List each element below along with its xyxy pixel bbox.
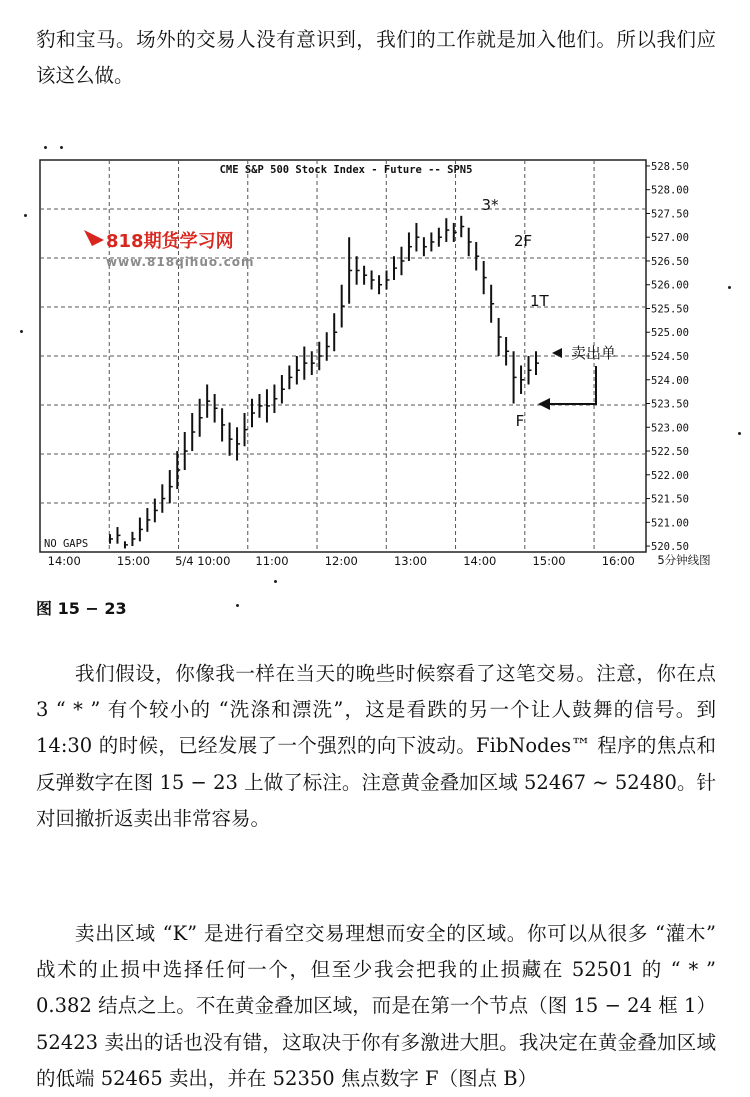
annotation-1t: 1T xyxy=(530,292,549,310)
timeframe-label: 5分钟线图 xyxy=(657,553,711,567)
y-axis-ticks xyxy=(646,161,689,553)
y-tick-label: 526.00 xyxy=(651,279,689,292)
scan-speck xyxy=(236,604,239,607)
x-tick-label: 13:00 xyxy=(393,554,428,568)
y-tick-label: 523.00 xyxy=(651,422,689,435)
y-tick-label: 525.50 xyxy=(651,303,689,316)
scan-speck xyxy=(738,432,741,435)
scan-speck xyxy=(274,580,277,583)
scan-speck xyxy=(60,146,63,149)
y-tick-label: 525.00 xyxy=(651,327,689,340)
y-tick-label: 524.50 xyxy=(651,351,689,363)
y-tick-label: 528.50 xyxy=(651,160,689,173)
x-tick-label: 16:00 xyxy=(601,554,635,568)
x-tick-label: 14:00 xyxy=(463,554,497,568)
y-tick-label: 523.50 xyxy=(651,398,689,411)
x-axis-ticks xyxy=(48,554,635,568)
y-tick-label: 522.00 xyxy=(651,469,689,482)
scan-speck xyxy=(24,214,27,217)
no-gaps-label: NO GAPS xyxy=(44,538,89,550)
x-tick-label: 5/4 10:00 xyxy=(175,554,231,568)
y-tick-label: 527.00 xyxy=(651,232,689,245)
price-chart-figure xyxy=(36,158,716,570)
scan-speck xyxy=(44,146,47,149)
y-tick-label: 521.50 xyxy=(651,493,689,506)
annotation-2f: 2F xyxy=(514,232,533,250)
figure-caption: 图 15 − 23 xyxy=(36,599,127,618)
scan-speck xyxy=(20,330,23,333)
y-tick-label: 520.50 xyxy=(651,541,689,554)
paragraph-1: 我们假设，你像我一样在当天的晚些时候察看了这笔交易。注意，你在点 3 “ * ” 有个较小的 “洗涤和漂洗”，这是看跌的另一个让人鼓舞的信号。到 14:30 的时候，已经发展了一个强烈的向下波动。FibNodes™ 程序的焦点和反弹数字在图 15 − 23 上做了标注。注意黄金叠加区域 52467 ~ 52480。针对回撤折返卖出非常容易。 xyxy=(36,662,716,830)
x-tick-label: 11:00 xyxy=(255,554,289,568)
x-tick-label: 15:00 xyxy=(532,554,566,568)
y-tick-label: 528.00 xyxy=(651,184,689,197)
x-tick-label: 15:00 xyxy=(116,554,151,568)
paragraph-top: 豹和宝马。场外的交易人没有意识到，我们的工作就是加入他们。所以我们应该这么做。 xyxy=(36,28,716,88)
y-tick-label: 524.00 xyxy=(651,374,689,387)
watermark-logo xyxy=(84,230,255,269)
x-tick-label: 12:00 xyxy=(324,554,358,568)
scan-speck xyxy=(728,286,731,289)
annotation-3star: 3* xyxy=(481,196,499,214)
watermark-brand: 818期货学习网 xyxy=(106,231,234,252)
sell-order-label: 卖出单 xyxy=(571,344,617,362)
y-tick-label: 522.50 xyxy=(651,446,689,459)
y-tick-label: 521.00 xyxy=(651,517,689,530)
chart-title: CME S&P 500 Stock Index - Future -- SPN5 xyxy=(219,164,473,176)
x-tick-label: 14:00 xyxy=(47,554,81,568)
paragraph-2: 卖出区域 “K” 是进行看空交易理想而安全的区域。你可以从很多 “灌木” 战术的止损中选择任何一个，但至少我会把我的止损藏在 52501 的 “ * ” 0.382 结点之上。不在黄金叠加区域，而是在第一个节点（图 15 − 24 框 1） 52423 卖出的话也没有错，这取决于你有多激进大胆。我决定在黄金叠加区域的低端 52465 卖出，并在 52350 焦点数字 F（图点 B） xyxy=(36,922,716,1090)
price-chart xyxy=(36,158,716,570)
watermark-url: www.818qihuo.com xyxy=(106,255,255,269)
y-tick-label: 527.50 xyxy=(651,208,689,221)
annotation-f: F xyxy=(515,412,525,430)
y-tick-label: 526.50 xyxy=(651,255,689,268)
